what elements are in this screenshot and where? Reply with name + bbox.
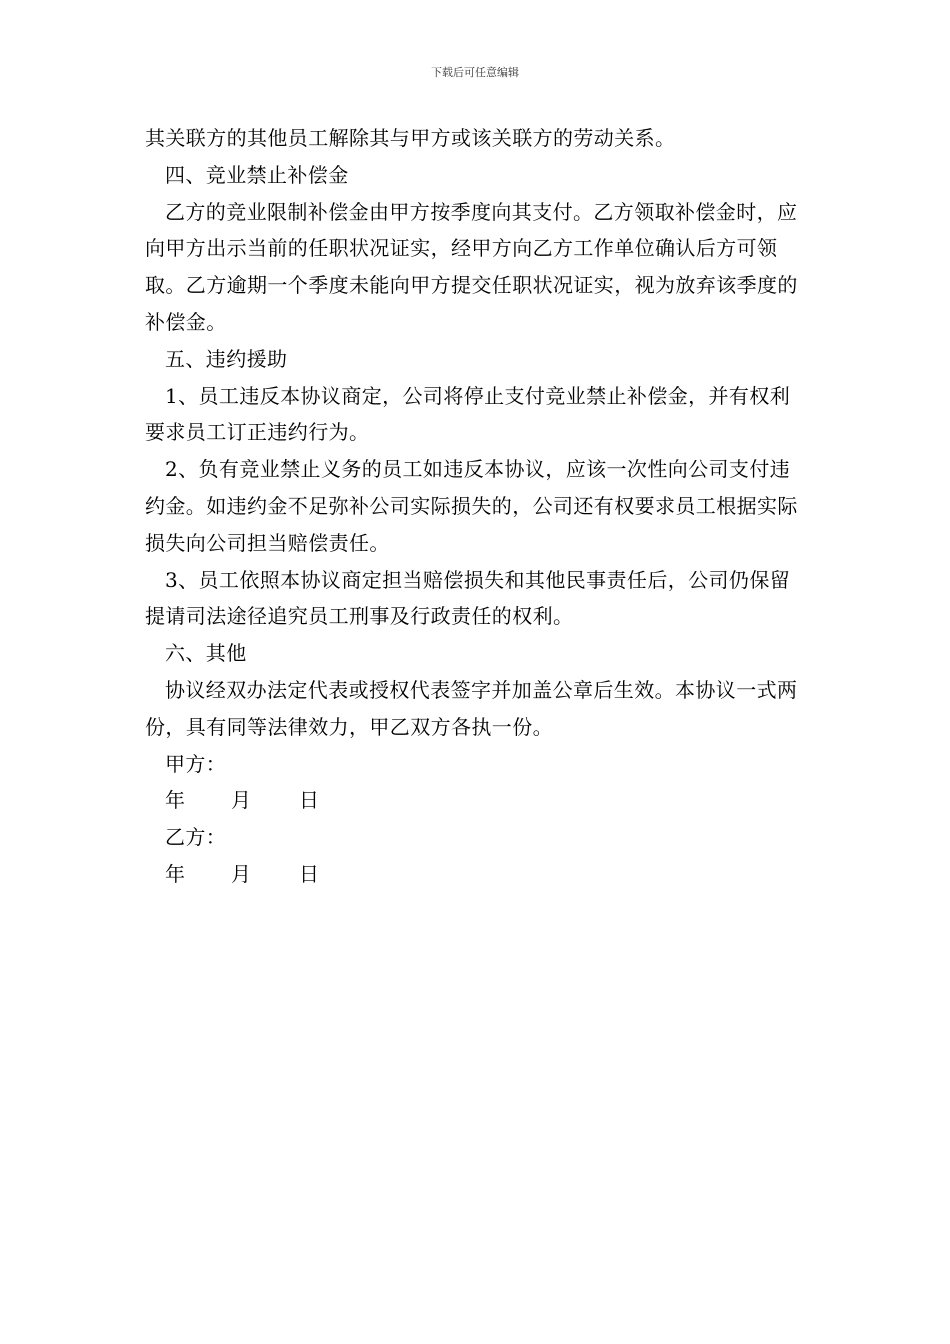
continuation-paragraph: 其关联方的其他员工解除其与甲方或该关联方的劳动关系。 bbox=[145, 126, 676, 150]
party-b-date-line bbox=[145, 856, 809, 893]
section-4-heading: 四、竞业禁止补偿金 bbox=[165, 162, 349, 187]
section-6-heading: 六、其他 bbox=[165, 641, 247, 666]
page-header-note: 下载后可任意编辑 bbox=[431, 66, 519, 79]
party-a-label: 甲方： bbox=[165, 751, 227, 776]
section-5-item-3: 3、员工依照本协议商定担当赔偿损失和其他民事责任后，公司仍保留提请司法途径追究员工刑事及行政责任的权利。 bbox=[145, 567, 791, 629]
party-a-year: 年 bbox=[165, 788, 186, 813]
document-body bbox=[145, 120, 809, 893]
party-b-year: 年 bbox=[165, 861, 186, 886]
party-b-month: 月 bbox=[231, 861, 252, 886]
party-b-day: 日 bbox=[299, 861, 320, 886]
section-4-paragraph: 乙方的竞业限制补偿金由甲方按季度向其支付。乙方领取补偿金时，应向甲方出示当前的任职状况证实，经甲方向乙方工作单位确认后方可领取。乙方逾期一个季度未能向甲方提交任职状况证实，视为放弃该季度的补偿金。 bbox=[145, 199, 798, 334]
section-5-item-1: 1、员工违反本协议商定，公司将停止支付竞业禁止补偿金，并有权利要求员工订正违约行为。 bbox=[145, 383, 791, 445]
section-6-paragraph: 协议经双办法定代表或授权代表签字并加盖公章后生效。本协议一式两份，具有同等法律效力，甲乙双方各执一份。 bbox=[145, 677, 798, 739]
party-a-month: 月 bbox=[231, 788, 252, 813]
section-5-heading: 五、违约援助 bbox=[165, 346, 288, 371]
party-a-date-line bbox=[145, 782, 809, 819]
section-5-item-2: 2、负有竞业禁止义务的员工如违反本协议，应该一次性向公司支付违约金。如违约金不足弥补公司实际损失的，公司还有权要求员工根据实际损失向公司担当赔偿责任。 bbox=[145, 457, 798, 555]
party-a-day: 日 bbox=[299, 788, 320, 813]
party-b-label: 乙方： bbox=[165, 825, 227, 850]
